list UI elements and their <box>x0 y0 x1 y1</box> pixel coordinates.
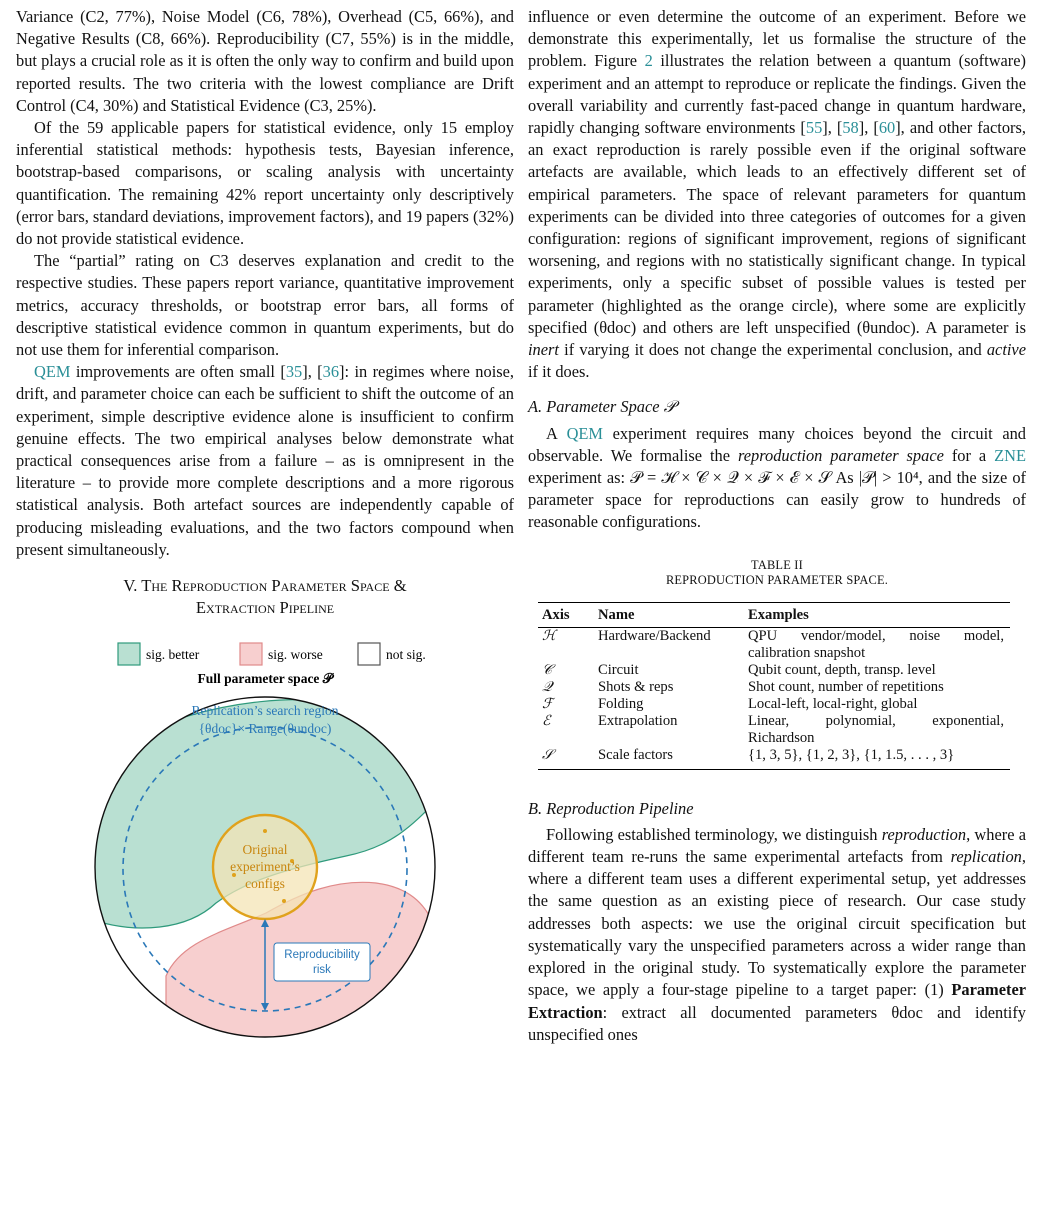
paragraph-statistical-evidence: Of the 59 applicable papers for statistical evidence, only 15 employ inferential statistical methods: hypothesis tests, Bayesian inference, bootstrap-based comparisons, or scaling analysis with uncertainty quantification. The remaining 42% report uncertainty only descriptively (error bars, standard deviations, improvement factors), and 19 papers (32%) do not provide statistical evidence. <box>16 118 514 249</box>
legend-swatch-not-sig <box>358 643 380 665</box>
paragraph-qem-improvements: QEM improvements are often small [35], [36]: in regimes where noise, drift, and parameter choice can each be sufficient to shift the outcome of an experiment, simple descriptive evidence alone is insufficient to confirm genuine effects. The two empirical analyses below demonstrate what practical consequences arise from a failure – as is omnipresent in the literature – to provide more complete descriptions and a more rigorous statistical analysis. Both artefact sources are independently capable of producing misleading evaluations, and the two factors compound when present simultaneously. <box>16 362 515 559</box>
legend-label-better: sig. better <box>146 647 200 663</box>
citation-link[interactable]: 60 <box>878 118 896 138</box>
subsection-heading-a: A. Parameter Space 𝒫 <box>528 397 676 417</box>
figure-ref-link[interactable]: 2 <box>644 51 653 71</box>
table-header-examples: Examples <box>744 602 1010 627</box>
config-dot <box>263 829 267 833</box>
left-column <box>16 6 514 1043</box>
risk-label: risk <box>313 964 331 977</box>
table-row: 𝒮 Scale factors {1, 3, 5}, {1, 2, 3}, {1, 1.5, . . . , 3} <box>538 747 1010 770</box>
table-header-name: Name <box>594 602 744 627</box>
paragraph-reproduction-pipeline: Following established terminology, we distinguish reproduction, where a different team re-runs the same experimental artefacts from replication, where a different team uses a different experimental setup, yet addresses the same question as an existing piece of research. Our case study addresses both aspects: we use the original circuit specification but systematically vary the unspecified parameters across a wider range than explored in the original study. To systematically explore the parameter space, we apply a four-stage pipeline to a target paper: (1) Parameter Extraction: extract all documented parameters θdoc and identify unspecified ones <box>528 824 1026 1044</box>
citation-link[interactable]: 35 <box>285 362 303 382</box>
table-row: 𝒬 Shots & reps Shot count, number of repetitions <box>542 678 944 695</box>
figure-title: Full parameter space 𝒫 <box>197 671 333 687</box>
legend-label-not-sig: not sig. <box>386 647 426 663</box>
search-region-label: Replication’s search region <box>191 703 339 719</box>
paragraph-partial-rating: The “partial” rating on C3 deserves explanation and credit to the respective studies. These papers report variance, quantitative improvement metrics, accuracy thresholds, or bootstrap error bars, all forms of descriptive statistical evidence common in quantum experiments, but do not use them for inferential comparison. <box>16 251 514 360</box>
legend-swatch-worse <box>240 643 262 665</box>
parameter-space-figure <box>16 631 514 1043</box>
table-row: 𝒞 Circuit Qubit count, depth, transp. level <box>542 661 936 678</box>
original-configs-label: configs <box>245 876 285 892</box>
citation-link[interactable]: 36 <box>322 362 340 382</box>
config-dot <box>282 899 286 903</box>
table-row: ℰ Extrapolation Linear, polynomial, exponential, Richardson <box>542 712 1004 746</box>
search-region-formula: {θdoc}× Range(θundoc) <box>198 721 332 737</box>
table-header-row <box>538 602 1010 627</box>
qem-link[interactable]: QEM <box>34 362 71 382</box>
table-header-axis: Axis <box>538 602 594 627</box>
legend-label-worse: sig. worse <box>268 647 323 663</box>
paragraph-compliance: Variance (C2, 77%), Noise Model (C6, 78%), Overhead (C5, 66%), and Negative Results (C8, 66%). Reproducibility (C7, 55%) is in the middle, but plays a crucial role as it is often the only way to confirm and build upon reported results. The two criteria with the lowest compliance are Drift Control (C4, 30%) and Statistical Evidence (C3, 25%). <box>16 7 514 115</box>
citation-link[interactable]: 58 <box>842 118 859 138</box>
table-caption: TABLE II REPRODUCTION PARAMETER SPACE. <box>665 557 889 587</box>
table-row: ℱ Folding Local-left, local-right, global <box>542 695 918 712</box>
reproduction-parameter-table <box>538 602 1010 770</box>
original-configs-label: Original <box>242 842 288 858</box>
subsection-heading-b: B. Reproduction Pipeline <box>528 798 694 818</box>
right-column <box>528 6 1026 1046</box>
table-row: ℋ Hardware/Backend QPU vendor/model, noise model, calibration snapshot <box>542 627 1004 661</box>
legend-swatch-better <box>118 643 140 665</box>
risk-label: Reproducibility <box>284 949 360 962</box>
original-configs-label: experiment’s <box>230 859 300 875</box>
paragraph-problem-structure: influence or even determine the outcome of an experiment. Before we demonstrate this experimentally, let us formalise the structure of the problem. Figure 2 illustrates the relation between a quantum (software) experiment and an attempt to reproduce or replicate the findings. Given the overall variability and currently fast-paced change in quantum hardware, rapidly changing software environments [55], [58], [60], and other factors, an exact reproduction is rarely possible even if the original software artefacts are available, which leads to an effectively different set of empirical parameters. The space of relevant parameters for quantum experiments can be divided into three categories of outcomes for a given configuration: regions of significant improvement, regions of significant worsening, and regions with no statistically significant change. In typical experiments, only a specific subset of possible values is tested per parameter (highlighted as the orange circle), where some are explicitly specified (θdoc) and others are left unspecified (θundoc). A parameter is inert if varying it does not change the experimental conclusion, and active if it does. <box>528 7 1026 382</box>
qem-link[interactable]: QEM <box>566 423 604 443</box>
zne-link[interactable]: ZNE <box>994 445 1027 465</box>
paragraph-parameter-space: A QEM experiment requires many choices beyond the circuit and observable. We formalise the reproduction parameter space for a ZNE experiment as: 𝒫 = ℋ × 𝒞 × 𝒬 × ℱ × ℰ × 𝒮 As |𝒫| > 10⁴, and the size of parameter space for reproductions can easily grow to hundreds of reasonable configurations. <box>528 423 1027 532</box>
citation-link[interactable]: 55 <box>805 118 823 138</box>
section-heading: V. The Reproduction Parameter Space & Extraction Pipeline <box>123 576 407 618</box>
